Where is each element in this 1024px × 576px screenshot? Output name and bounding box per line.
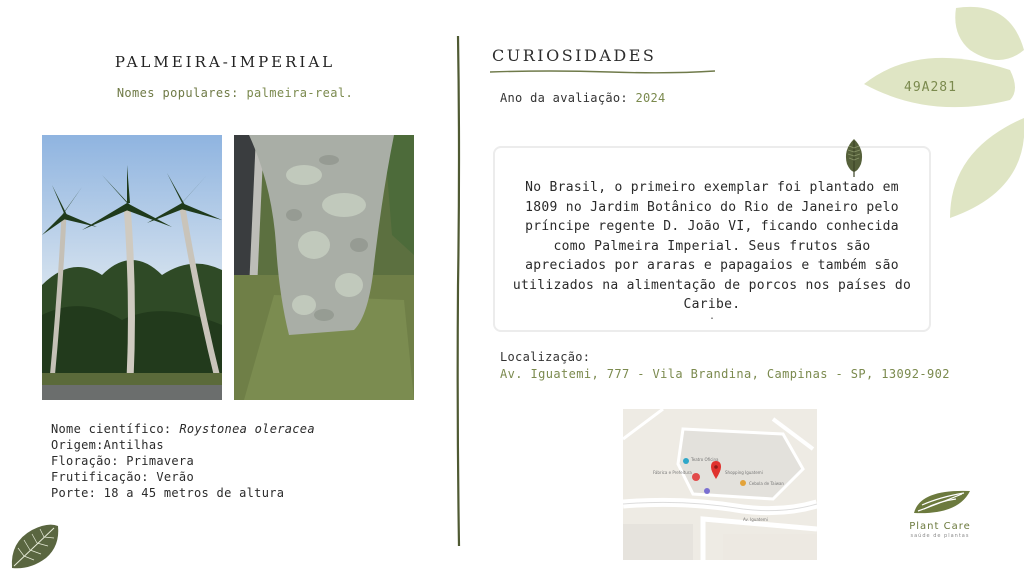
leaf-icon [10,522,60,570]
popular-names-value: palmeira-real. [246,86,354,100]
curiosities-heading: CURIOSIDADES [492,46,657,65]
plant-size: Porte: 18 a 45 metros de altura [51,486,285,500]
brand-name: Plant Care [909,521,971,532]
palm-trees-photo [42,135,222,400]
plant-facts [51,421,315,501]
palm-trunk-photo [234,135,414,400]
curiosity-text: No Brasil, o primeiro exemplar foi plantado em 1809 no Jardim Botânico do Rio de Janeiro pelo príncipe regente D. João VI, ficando conhecida como Palmeira Imperial. Seus frutos são apreciados por araras e papagaios e também são utilizados na alimentação de porcos nos países do Caribe. [512,180,912,312]
evaluation-year-label: Ano da avaliação: [500,91,628,105]
location-label: Localização: [500,350,591,364]
card-dot: . [708,311,716,322]
svg-text:Cebola de Taiwan: Cebola de Taiwan [749,481,784,486]
evaluation-year [500,91,666,105]
svg-text:Fábrica e Prefeitura: Fábrica e Prefeitura [653,470,692,475]
tree-code: 49A281 [904,80,957,95]
scientific-name-row [51,421,315,437]
evaluation-year-value: 2024 [635,91,666,105]
popular-names-label: Nomes populares: [116,86,239,100]
heading-underline [490,68,715,76]
scientific-name-value: Roystonea oleracea [179,422,315,436]
location-map[interactable] [623,409,817,560]
scientific-name-label: Nome científico: [51,422,172,436]
column-divider [454,36,464,546]
location-address: Av. Iguatemi, 777 - Vila Brandina, Campinas - SP, 13092-902 [500,367,950,381]
origin: Origem:Antilhas [51,438,164,452]
svg-text:Teatro Oficina: Teatro Oficina [691,457,719,462]
fruiting: Frutificação: Verão [51,470,194,484]
popular-names [40,86,430,100]
svg-text:Av. Iguatemi: Av. Iguatemi [743,517,768,522]
svg-text:Shopping Iguatemi: Shopping Iguatemi [725,470,763,475]
brand-tagline: saúde de plantas [910,533,970,539]
decorative-leaves [860,0,1024,225]
flowering: Floração: Primavera [51,454,194,468]
page-title: PALMEIRA-IMPERIAL [114,53,336,71]
